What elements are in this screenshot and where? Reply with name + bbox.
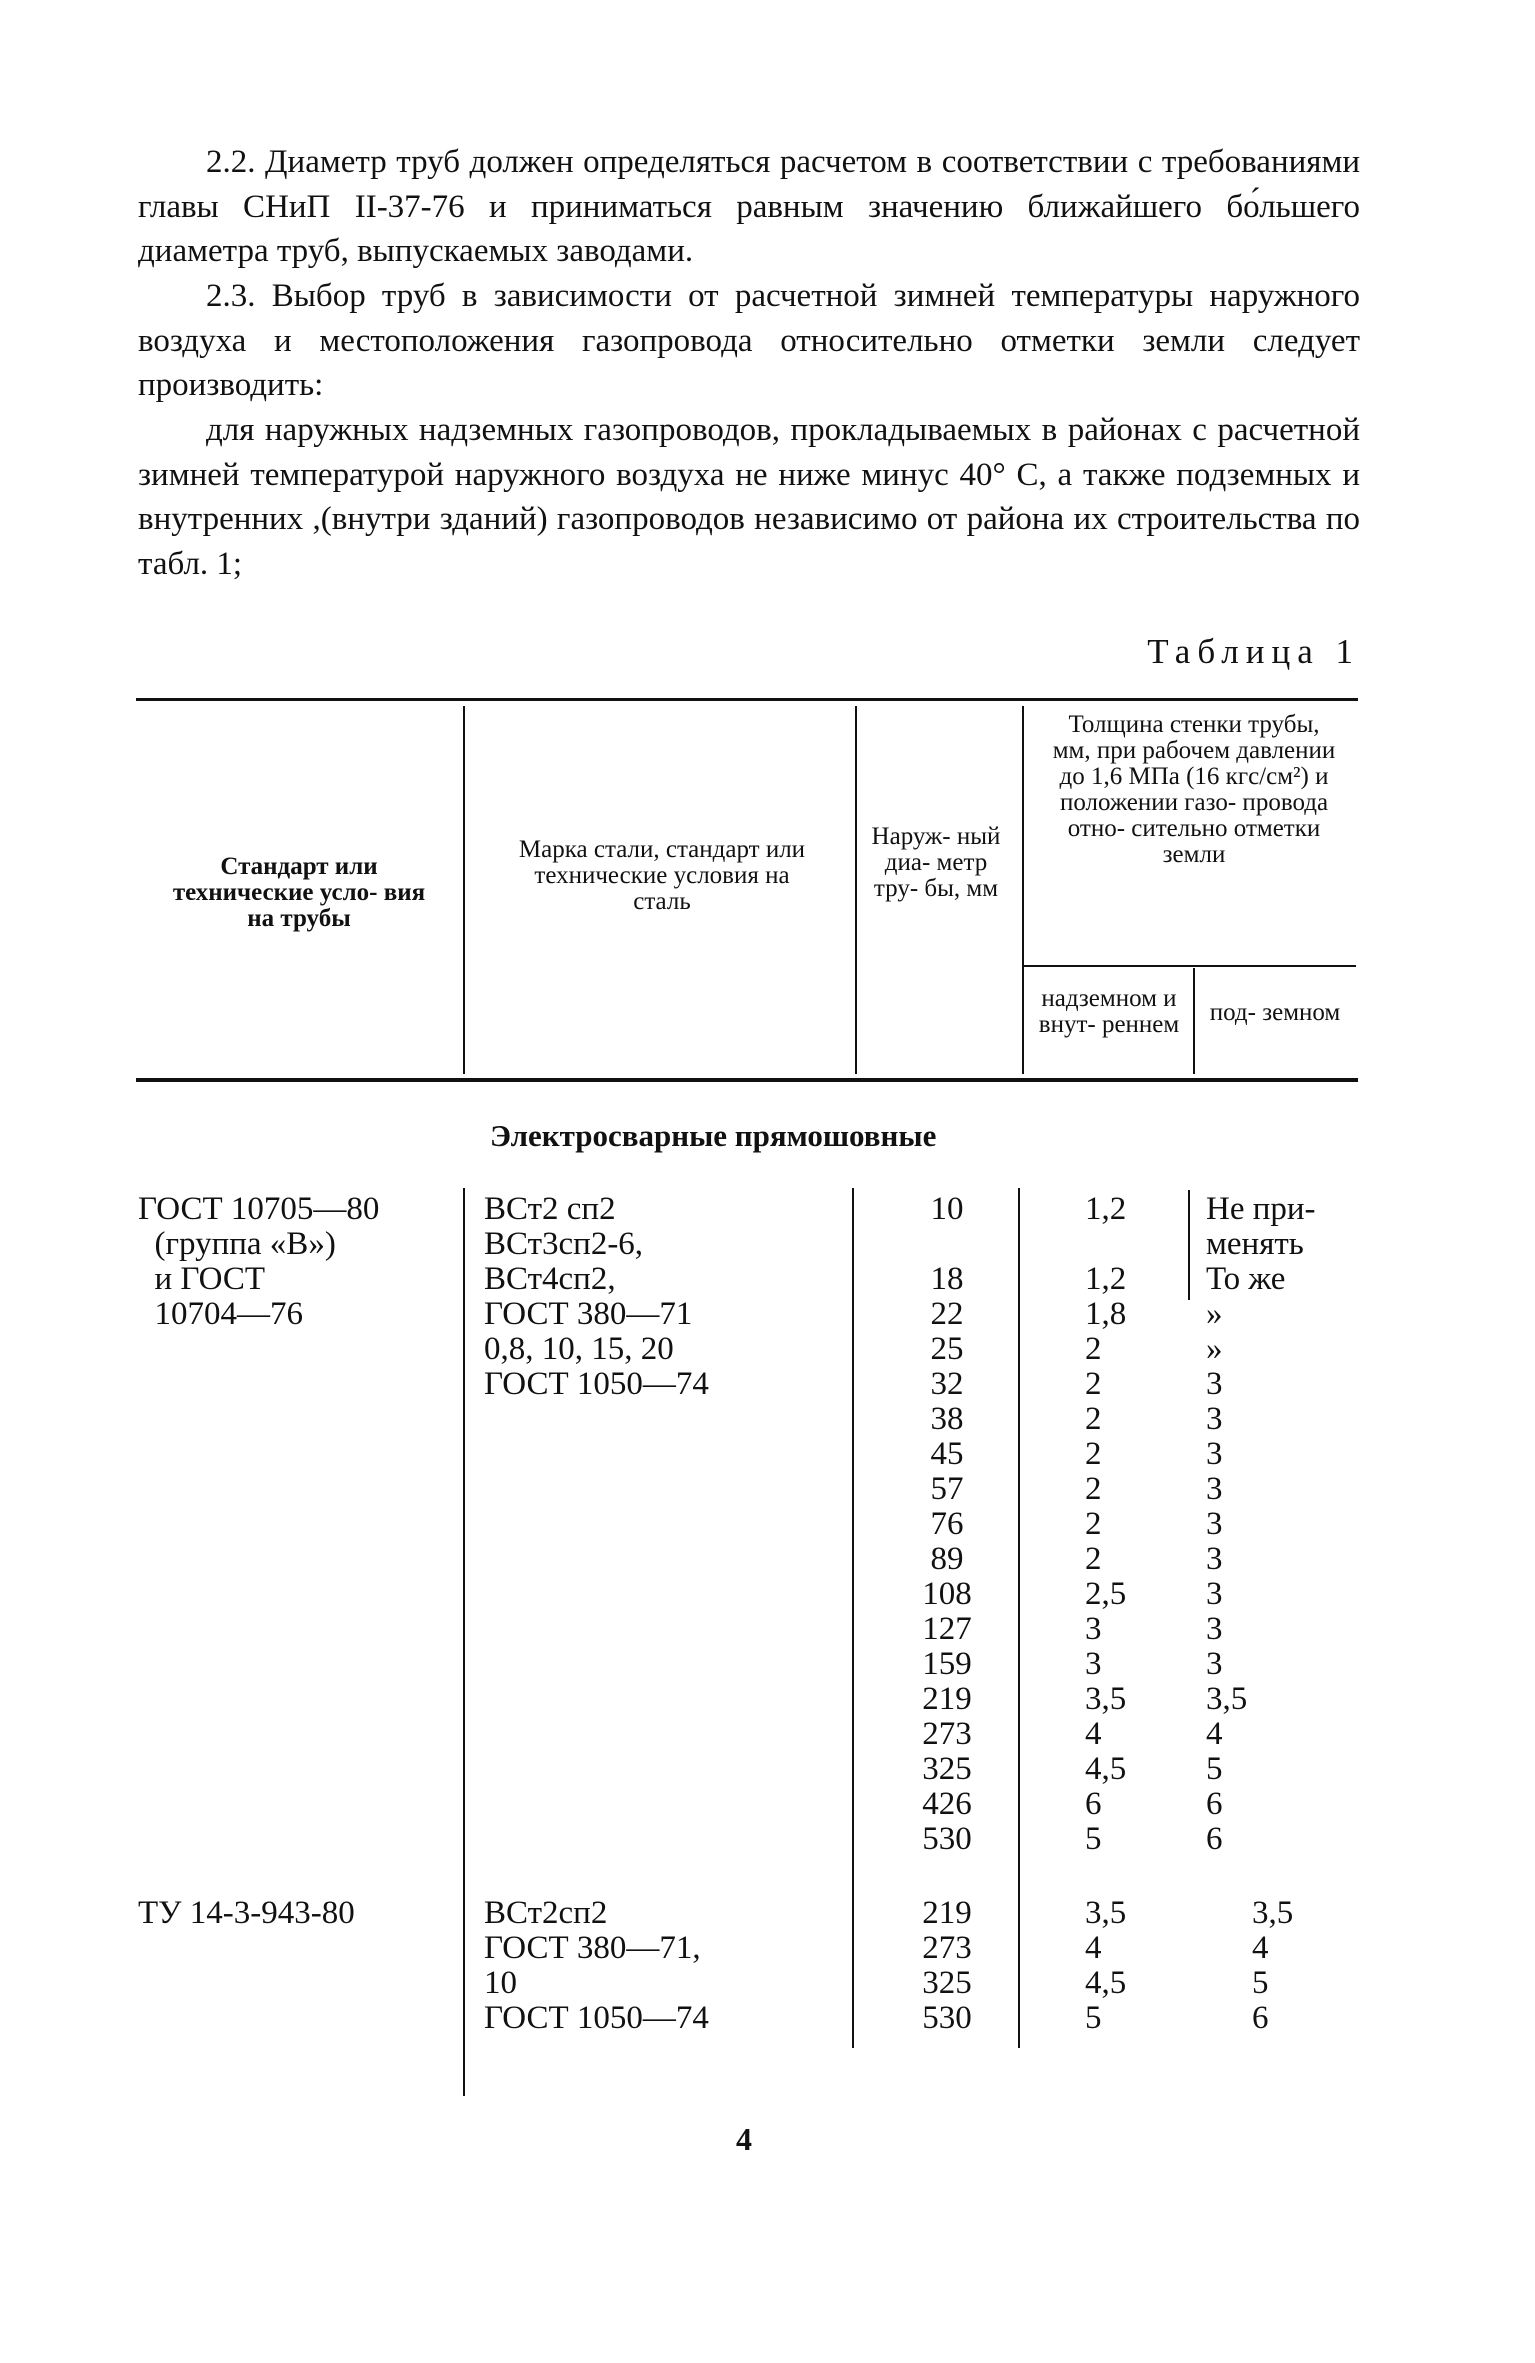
table-cell: 2: [1085, 1541, 1102, 1577]
table-cell: 325: [922, 1965, 972, 2001]
table-cell: 32: [930, 1366, 964, 1402]
table-cell: 325: [922, 1751, 972, 1787]
table-cell: 4,5: [1085, 1751, 1127, 1787]
table-cell: 5: [1085, 2000, 1102, 2036]
group1-diameters: [892, 1192, 1002, 1857]
table-cell: 5: [1206, 1751, 1223, 1787]
table-cell: 38: [930, 1401, 964, 1437]
table-cell: 57: [930, 1471, 964, 1507]
thickness-subheader-rule: [1022, 965, 1356, 967]
table-cell: 1,8: [1085, 1296, 1127, 1332]
group2-thickness-above: [1085, 1896, 1126, 2036]
table-cell: 3: [1206, 1471, 1223, 1507]
table-cell: 3: [1206, 1506, 1223, 1542]
table-cell: 4: [1085, 1716, 1102, 1752]
body-divider-1: [463, 1188, 465, 2096]
header-diameter: Наруж- ный диа- метр тру- бы, мм: [871, 823, 1001, 902]
table-cell: 159: [922, 1646, 972, 1682]
table-cell: 2: [1085, 1436, 1102, 1472]
table-cell: 6: [1252, 2000, 1269, 2036]
table-cell: 219: [922, 1681, 972, 1717]
table-top-rule: [136, 698, 1358, 701]
table-cell: То же: [1206, 1261, 1286, 1297]
table-cell: 10: [930, 1191, 964, 1227]
body-divider-2: [852, 1188, 854, 2048]
table-cell: 25: [930, 1331, 964, 1367]
table-cell: 1,2: [1085, 1261, 1127, 1297]
page-number: 4: [736, 2121, 752, 2157]
table-cell: 2,5: [1085, 1576, 1127, 1612]
table-cell: 3: [1206, 1366, 1223, 1402]
group1-steel: ВСт2 сп2 ВСт3сп2-6, ВСт4сп2, ГОСТ 380—71 0,8, 10, 15, 20 ГОСТ 1050—74: [484, 1191, 709, 1402]
paragraph-2-2: 2.2. Диаметр труб должен определяться расчетом в соответствии с требованиями главы СНиП II-37-76 и приниматься равным значению ближайшего бо́льшего диаметра труб, выпускаемых заводами.: [138, 144, 1360, 269]
header-divider-3: [1022, 706, 1024, 1074]
table-cell: 530: [922, 1821, 972, 1857]
table-cell: менять: [1206, 1226, 1304, 1262]
table-header-bottom-rule: [136, 1078, 1358, 1082]
header-below-ground: под- земном: [1209, 999, 1341, 1026]
table-cell: »: [1206, 1331, 1223, 1367]
table-cell: [892, 1227, 1002, 1262]
table-cell: 426: [922, 1786, 972, 1822]
group1-thickness-below: [1206, 1192, 1316, 1857]
header-standard: Стандарт или технические усло- вия на трубы: [172, 853, 426, 932]
table-cell: 76: [930, 1506, 964, 1542]
table-cell: 6: [1085, 1786, 1102, 1822]
table-cell: 3,5: [1206, 1681, 1248, 1717]
table-cell: 2: [1085, 1506, 1102, 1542]
table-cell: Не при-: [1206, 1191, 1316, 1227]
table-cell: 108: [922, 1576, 972, 1612]
group1-thickness-above: [1085, 1192, 1126, 1857]
table-cell: 3: [1206, 1611, 1223, 1647]
table-cell: 3,5: [1085, 1681, 1127, 1717]
table-cell: 45: [930, 1436, 964, 1472]
body-divider-4: [1188, 1190, 1190, 1300]
table-cell: 3: [1206, 1576, 1223, 1612]
group2-steel: ВСт2сп2 ГОСТ 380—71, 10 ГОСТ 1050—74: [484, 1895, 709, 2036]
table-cell: »: [1206, 1296, 1223, 1332]
table-cell: 3,5: [1085, 1895, 1127, 1931]
table-cell: 3: [1206, 1646, 1223, 1682]
table-cell: 530: [922, 2000, 972, 2036]
paragraph-list-item: для наружных надземных газопроводов, прокладываемых в районах с расчетной зимней температурой наружного воздуха не ниже минус 40° С, а также подземных и внутренних ,(внутри зданий) газопроводов независимо от района их строительства по табл. 1;: [138, 412, 1360, 582]
table-cell: 3: [1206, 1401, 1223, 1437]
body-divider-3: [1018, 1188, 1020, 2048]
table-cell: 219: [922, 1895, 972, 1931]
group1-standard: ГОСТ 10705—80 (группа «В») и ГОСТ 10704—76: [138, 1191, 380, 1332]
table-cell: 2: [1085, 1401, 1102, 1437]
table-cell: 3: [1085, 1646, 1102, 1682]
table-cell: 273: [922, 1716, 972, 1752]
table-cell: 2: [1085, 1366, 1102, 1402]
header-divider-1: [463, 706, 465, 1074]
table-cell: 3,5: [1252, 1895, 1294, 1931]
table-cell: 18: [930, 1261, 964, 1297]
section-title: Электросварные прямошовные: [490, 1118, 937, 1153]
paragraph-2-3: 2.3. Выбор труб в зависимости от расчетной зимней температуры наружного воздуха и местоположения газопровода относительно отметки земли следует производить:: [138, 278, 1360, 403]
table-cell: 127: [922, 1611, 972, 1647]
table-cell: 5: [1085, 1821, 1102, 1857]
group2-diameters: [892, 1896, 1002, 2036]
table-cell: 273: [922, 1930, 972, 1966]
table-cell: 2: [1085, 1471, 1102, 1507]
table-cell: 89: [930, 1541, 964, 1577]
table-cell: [1085, 1227, 1126, 1262]
table-cell: 1,2: [1085, 1191, 1127, 1227]
table-cell: 6: [1206, 1821, 1223, 1857]
table-cell: 4,5: [1085, 1965, 1127, 2001]
header-above-ground: надземном и внут- реннем: [1038, 985, 1180, 1038]
header-thickness: Толщина стенки трубы, мм, при рабочем давлении до 1,6 МПа (16 кгс/см²) и положении газо- провода отно- сительно отметки земли: [1052, 711, 1336, 868]
header-divider-4: [1193, 968, 1195, 1074]
group2-standard: ТУ 14-3-943-80: [138, 1895, 355, 1931]
header-divider-2: [855, 706, 857, 1074]
table-cell: 2: [1085, 1331, 1102, 1367]
table-cell: 4: [1252, 1930, 1269, 1966]
group2-thickness-below: [1252, 1896, 1293, 2036]
table-cell: 6: [1206, 1786, 1223, 1822]
table-cell: 3: [1206, 1541, 1223, 1577]
table-cell: 4: [1206, 1716, 1223, 1752]
table-cell: 4: [1085, 1930, 1102, 1966]
table-cell: 22: [930, 1296, 964, 1332]
header-steel: Марка стали, стандарт или технические условия на сталь: [518, 836, 806, 915]
table-cell: 5: [1252, 1965, 1269, 2001]
table-caption: Таблица 1: [1147, 632, 1360, 671]
table-cell: 3: [1206, 1436, 1223, 1472]
table-cell: 3: [1085, 1611, 1102, 1647]
